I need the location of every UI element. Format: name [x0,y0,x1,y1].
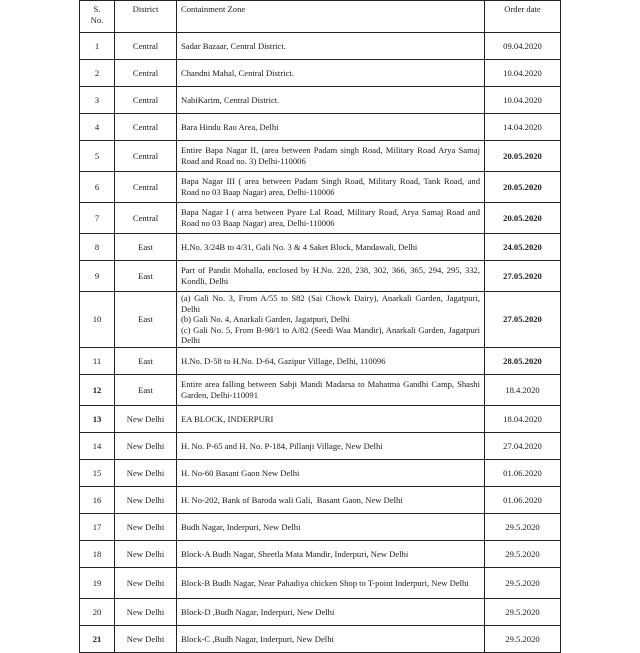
cell-district: East [115,348,177,375]
table-row [80,433,561,460]
zone-sub-line: (b) Gali No. 4, Anarkali Garden, Jagatpuri, Delhi [181,314,350,325]
cell-zone: Budh Nagar, Inderpuri, New Delhi [177,514,485,541]
cell-date: 27.05.2020 [485,292,561,348]
cell-district: Central [115,87,177,114]
table-row [80,375,561,406]
cell-district: East [115,234,177,261]
cell-sno: 16 [80,487,115,514]
cell-date: 01.06.2020 [485,487,561,514]
cell-district: New Delhi [115,460,177,487]
cell-zone: NabiKarim, Central District. [177,87,485,114]
cell-zone: Block-C ,Budh Nagar, Inderpuri, New Delhi [177,626,485,653]
table-row [80,33,561,60]
containment-zone-table [79,0,561,653]
table-row [80,568,561,599]
cell-district: East [115,261,177,292]
cell-district: New Delhi [115,626,177,653]
table-row [80,626,561,653]
cell-zone: H.No. D-58 to H.No. D-64, Gazipur Village, Delhi, 110096 [177,348,485,375]
cell-date: 20.05.2020 [485,172,561,203]
cell-zone: Bapa Nagar I ( area between Pyare Lal Road, Military Road, Arya Samaj Road and Road no 03 Baap Nagar) area, Delhi-110006 [177,203,485,234]
table-header-row [80,1,561,33]
cell-sno: 9 [80,261,115,292]
table-row [80,487,561,514]
header-order-date: Order date [485,1,561,33]
cell-zone: Entire Bapa Nagar II, (area between Padam singh Road, Military Road Arya Samaj Road and Road no. 3) Delhi-110006 [177,141,485,172]
cell-date: 18.4.2020 [485,375,561,406]
cell-sno: 10 [80,292,115,348]
table-row [80,234,561,261]
table-row [80,141,561,172]
table-row [80,348,561,375]
cell-date: 20.05.2020 [485,141,561,172]
cell-date: 18.04.2020 [485,406,561,433]
cell-date: 28.05.2020 [485,348,561,375]
cell-sno: 18 [80,541,115,568]
cell-district: New Delhi [115,406,177,433]
table-row [80,292,561,348]
table-row [80,172,561,203]
cell-date: 10.04.2020 [485,60,561,87]
table-row [80,541,561,568]
cell-sno: 15 [80,460,115,487]
cell-district: New Delhi [115,568,177,599]
cell-sno: 5 [80,141,115,172]
cell-sno: 6 [80,172,115,203]
cell-district: Central [115,60,177,87]
table-row [80,203,561,234]
cell-zone: H.No. 3/24B to 4/31, Gali No. 3 & 4 Saket Block, Mandawali, Delhi [177,234,485,261]
cell-sno: 2 [80,60,115,87]
cell-date: 09.04.2020 [485,33,561,60]
cell-date: 27.04.2020 [485,433,561,460]
containment-zone-document [79,0,560,653]
cell-sno: 8 [80,234,115,261]
cell-sno: 3 [80,87,115,114]
cell-zone: Sadar Bazaar, Central District. [177,33,485,60]
cell-date: 27.05.2020 [485,261,561,292]
cell-district: New Delhi [115,433,177,460]
cell-date: 24.05.2020 [485,234,561,261]
cell-district: Central [115,203,177,234]
table-row [80,599,561,626]
cell-sno: 11 [80,348,115,375]
cell-zone [177,292,485,348]
cell-date: 29.5.2020 [485,626,561,653]
cell-district: New Delhi [115,599,177,626]
cell-date: 29.5.2020 [485,599,561,626]
cell-zone: EA BLOCK, INDERPURI [177,406,485,433]
cell-sno: 17 [80,514,115,541]
cell-sno: 14 [80,433,115,460]
cell-district: New Delhi [115,541,177,568]
cell-sno: 1 [80,33,115,60]
cell-zone: Block-B Budh Nagar, Near Pahadiya chicken Shop to T-point Inderpuri, New Delhi [177,568,485,599]
zone-sub-line: (c) Gali No. 5, From B-98/1 to A/82 (Seedi Waa Mandir), Anarkali Garden, Jagatpuri Delhi [181,324,480,346]
cell-sno: 19 [80,568,115,599]
cell-zone: Part of Pandit Mohalla, enclosed by H.No. 228, 238, 302, 366, 365, 294, 295, 332, Kondli, Delhi [177,261,485,292]
cell-district: East [115,292,177,348]
table-row [80,261,561,292]
cell-sno: 4 [80,114,115,141]
cell-date: 20.05.2020 [485,203,561,234]
zone-sub-line: (a) Gali No. 3, From A/55 to S82 (Sai Chowk Dairy), Anarkali Garden, Jagatpuri, Delhi [181,293,480,314]
cell-zone: Bapa Nagar III ( area between Padam Singh Road, Military Road, Tank Road, and Road no 03 Baap Nagar) area, Delhi-110006 [177,172,485,203]
table-row [80,514,561,541]
cell-sno: 13 [80,406,115,433]
cell-sno: 12 [80,375,115,406]
table-row [80,406,561,433]
table-row [80,60,561,87]
cell-district: New Delhi [115,514,177,541]
table-row [80,460,561,487]
cell-zone: H. No-60 Basant Gaon New Delhi [177,460,485,487]
cell-date: 10.04.2020 [485,87,561,114]
cell-zone: H. No. P-65 and H. No. P-184, Pillanji Village, New Delhi [177,433,485,460]
cell-district: Central [115,172,177,203]
cell-sno: 21 [80,626,115,653]
table-row [80,87,561,114]
cell-date: 14.04.2020 [485,114,561,141]
cell-zone: Chandni Mahal, Central District. [177,60,485,87]
cell-zone: H. No-202, Bank of Baroda wali Gali, Basant Gaon, New Delhi [177,487,485,514]
cell-zone: Block-A Budh Nagar, Sheetla Mata Mandir, Inderpuri, New Delhi [177,541,485,568]
cell-district: New Delhi [115,487,177,514]
cell-zone: Block-D ,Budh Nagar, Inderpuri, New Delhi [177,599,485,626]
header-sno: S. No. [80,1,115,33]
header-district: District [115,1,177,33]
cell-district: East [115,375,177,406]
cell-zone: Entire area falling between Sabji Mandi Madarsa to Mahatma Gandhi Camp, Shashi Garden, Delhi-110091 [177,375,485,406]
cell-date: 29.5.2020 [485,568,561,599]
table-row [80,114,561,141]
cell-zone: Bara Hindu Rao Area, Delhi [177,114,485,141]
cell-date: 29.5.2020 [485,541,561,568]
cell-district: Central [115,141,177,172]
cell-district: Central [115,114,177,141]
cell-sno: 20 [80,599,115,626]
cell-sno: 7 [80,203,115,234]
header-containment-zone: Containment Zone [177,1,485,33]
cell-date: 29.5.2020 [485,514,561,541]
cell-date: 01.06.2020 [485,460,561,487]
cell-district: Central [115,33,177,60]
